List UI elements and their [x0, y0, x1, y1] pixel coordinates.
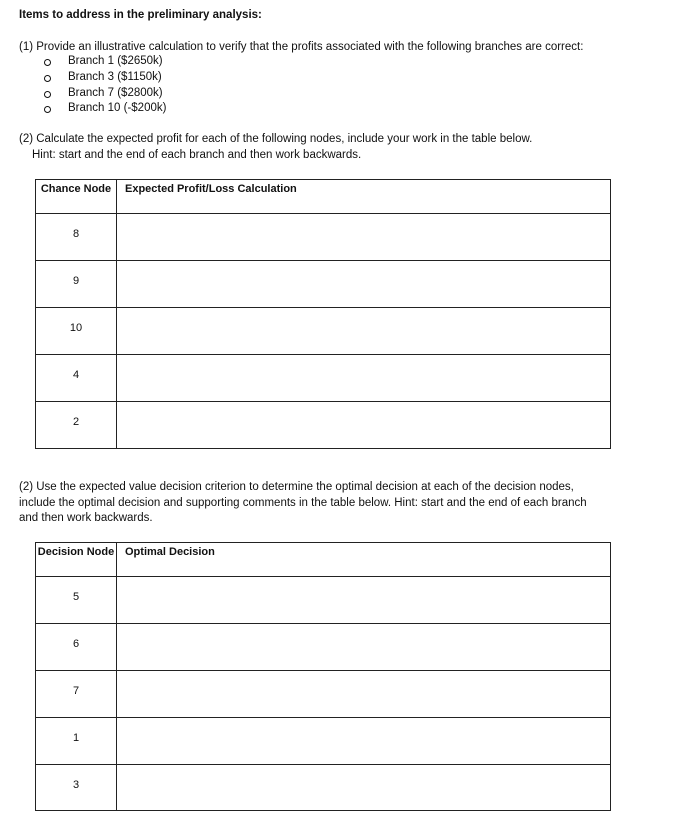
- table-row: [36, 214, 611, 261]
- decision-node-header: Decision Node: [36, 543, 117, 577]
- list-item: Branch 3 ($1150k): [44, 70, 166, 86]
- item3-text: (2) Use the expected value decision criterion to determine the optimal decision at each of the decision nodes, include the optimal decision and supporting comments in the table below. Hint: start and the end of each branch and then work backwards.: [19, 481, 587, 524]
- node-number: 6: [36, 624, 117, 671]
- node-number: 3: [36, 765, 117, 811]
- bullet-circle-icon: [44, 106, 51, 113]
- chance-node-header: Chance Node: [36, 180, 117, 214]
- decision-cell[interactable]: [117, 718, 611, 765]
- expected-profit-header: Expected Profit/Loss Calculation: [117, 180, 611, 214]
- table-row: [36, 402, 611, 449]
- node-number: 2: [36, 402, 117, 449]
- node-number: 7: [36, 671, 117, 718]
- table-header-row: [36, 180, 611, 214]
- node-number: 10: [36, 308, 117, 355]
- decision-cell[interactable]: [117, 624, 611, 671]
- item1-text: (1) Provide an illustrative calculation to verify that the profits associated with the following branches are correct:: [19, 41, 584, 53]
- table-row: [36, 308, 611, 355]
- bullet-circle-icon: [44, 91, 51, 98]
- list-item: Branch 1 ($2650k): [44, 54, 166, 70]
- list-item: Branch 7 ($2800k): [44, 86, 166, 102]
- bullet-circle-icon: [44, 59, 51, 66]
- calculation-cell[interactable]: [117, 261, 611, 308]
- table-row: [36, 355, 611, 402]
- chance-node-table: [35, 179, 611, 449]
- node-number: 9: [36, 261, 117, 308]
- calculation-cell[interactable]: [117, 402, 611, 449]
- bullet-circle-icon: [44, 75, 51, 82]
- table-row: [36, 718, 611, 765]
- optimal-decision-header: Optimal Decision: [117, 543, 611, 577]
- table-row: [36, 765, 611, 811]
- decision-node-table: [35, 542, 611, 811]
- item2-text: (2) Calculate the expected profit for each of the following nodes, include your work in the table below. Hint: start and the end of each branch and then work backwards.: [19, 132, 532, 163]
- node-number: 5: [36, 577, 117, 624]
- item2-hint: Hint: start and the end of each branch and then work backwards.: [32, 148, 362, 161]
- table-row: [36, 261, 611, 308]
- decision-cell[interactable]: [117, 577, 611, 624]
- table-row: [36, 671, 611, 718]
- decision-cell[interactable]: [117, 671, 611, 718]
- calculation-cell[interactable]: [117, 308, 611, 355]
- table-header-row: [36, 543, 611, 577]
- node-number: 1: [36, 718, 117, 765]
- calculation-cell[interactable]: [117, 355, 611, 402]
- calculation-cell[interactable]: [117, 214, 611, 261]
- node-number: 4: [36, 355, 117, 402]
- list-item: Branch 10 (-$200k): [44, 101, 166, 117]
- decision-cell[interactable]: [117, 765, 611, 811]
- node-number: 8: [36, 214, 117, 261]
- table-row: [36, 577, 611, 624]
- page-title: Items to address in the preliminary analysis:: [19, 9, 262, 21]
- table-row: [36, 624, 611, 671]
- branch-list: [44, 54, 166, 117]
